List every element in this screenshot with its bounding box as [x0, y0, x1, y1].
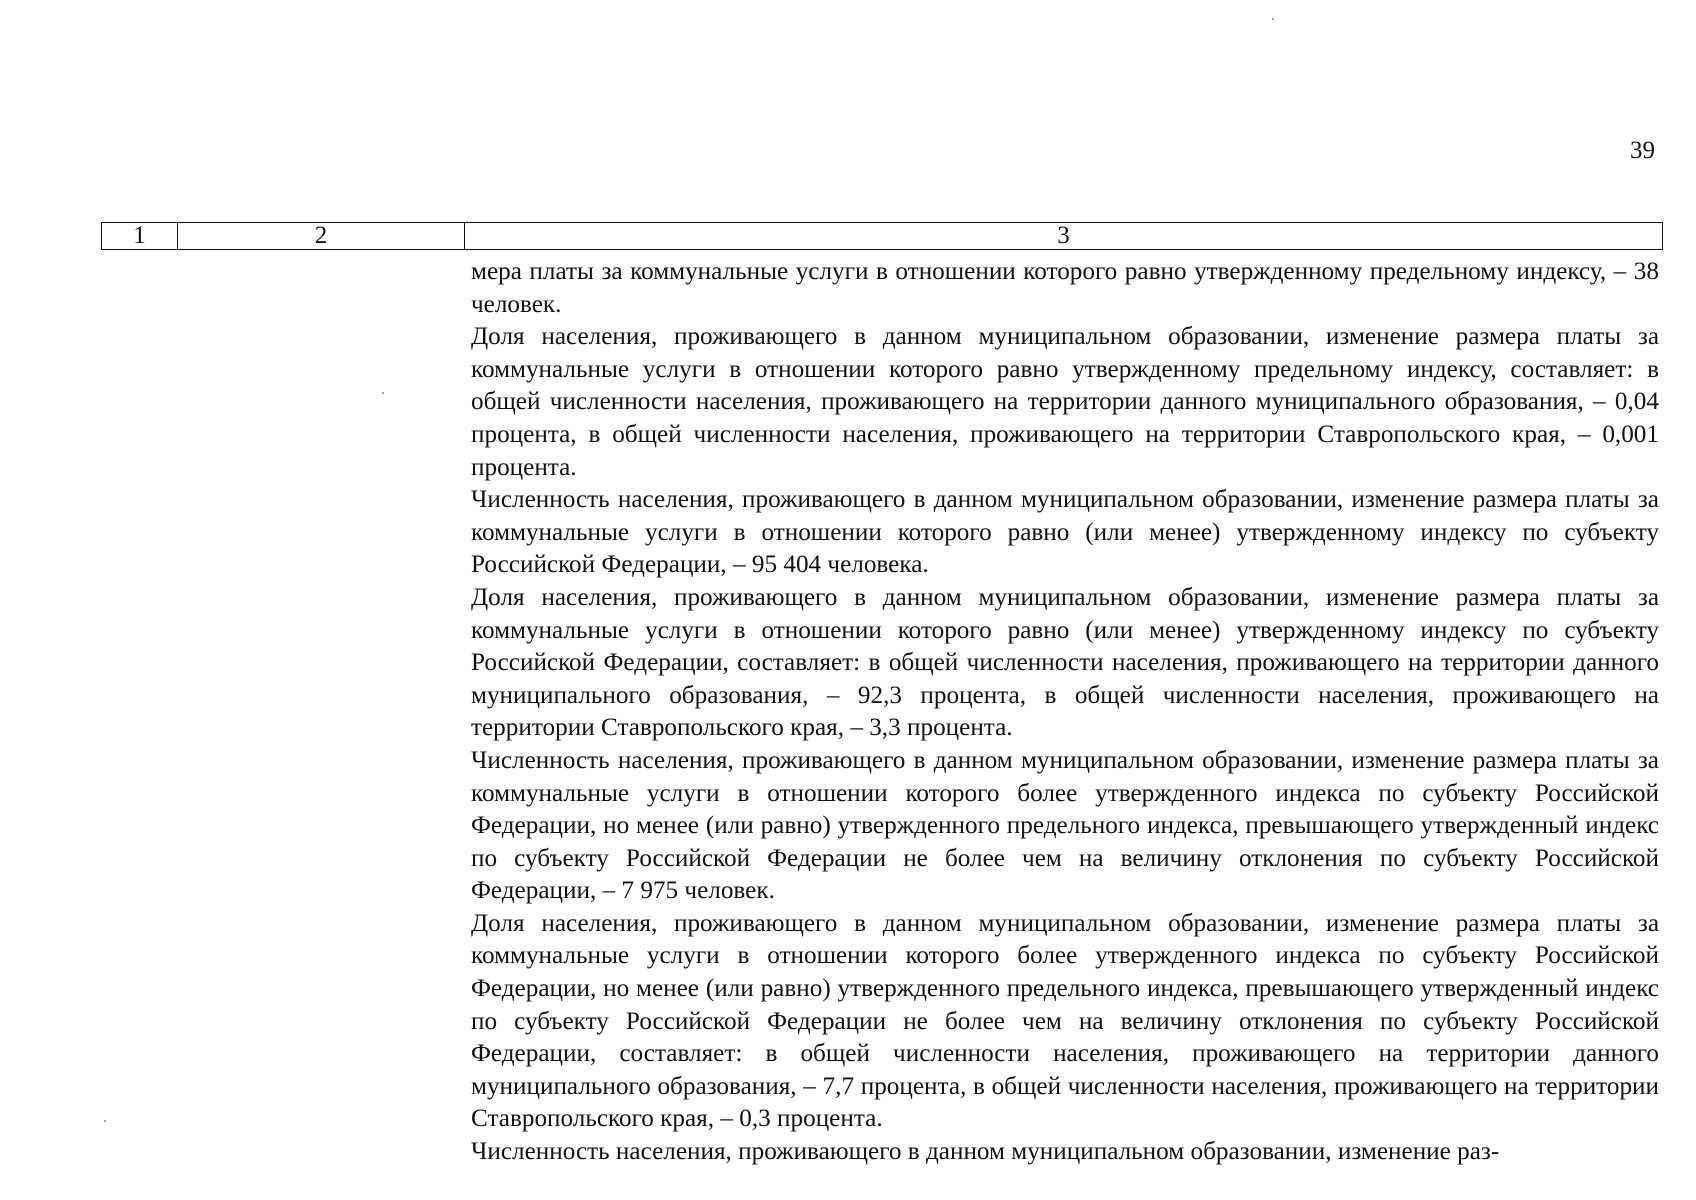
- column-3-text: [471, 256, 1659, 1169]
- paragraph-count-truncated: Численность населения, проживающего в данном муниципальном образовании, изменение раз-: [471, 1138, 1500, 1166]
- scan-speck: [104, 1120, 106, 1122]
- scan-speck: [382, 392, 384, 394]
- paragraph-share-equal-or-less-index: Доля населения, проживающего в данном муниципальном образовании, изменение размера платы за коммунальные услуги в отношении которого равно (или менее) утвержденному индексу по субъекту Российской Федерации, составляет: в общей численности населения, проживающего на территории данного муниципального образования, – 92,3 процента, в общей численности населения, проживающего на территории Ставропольского края, – 3,3 процента.: [471, 583, 1659, 742]
- paragraph-share-above-index: Доля населения, проживающего в данном муниципальном образовании, изменение размера платы за коммунальные услуги в отношении которого более утвержденного индекса по субъекту Российской Федерации, но менее (или равно) утвержденного предельного индекса, превышающего утвержденный индекс по субъекту Российской Федерации не более чем на величину отклонения по субъекту Российской Федерации, составляет: в общей численности населения, проживающего на территории данного муниципального образования, – 7,7 процента, в общей численности населения, проживающего на территории Ставропольского края, – 0,3 процента.: [471, 909, 1659, 1133]
- page-number: 39: [1630, 137, 1655, 164]
- paragraph-share-equal-limit: Доля населения, проживающего в данном муниципальном образовании, изменение размера платы за коммунальные услуги в отношении которого равно утвержденному предельному индексу, составляет: в общей численности населения, проживающего на территории данного муниципального образования, – 0,04 процента, в общей численности населения, проживающего на территории Ставропольского края, – 0,001 процента.: [471, 323, 1659, 481]
- paragraph-count-equal-or-less-index: Численность населения, проживающего в данном муниципальном образовании, изменение размера платы за коммунальные услуги в отношении которого равно (или менее) утвержденному индексу по субъекту Российской Федерации, – 95 404 человека.: [471, 486, 1659, 579]
- scan-speck: [1272, 18, 1274, 20]
- column-number-3: 3: [465, 223, 1663, 250]
- column-number-1: 1: [102, 223, 178, 250]
- column-number-2: 2: [178, 223, 465, 250]
- paragraph-count-above-index: Численность населения, проживающего в данном муниципальном образовании, изменение размера платы за коммунальные услуги в отношении которого более утвержденного индекса по субъекту Российской Федерации, но менее (или равно) утвержденного предельного индекса, превышающего утвержденный индекс по субъекту Российской Федерации не более чем на величину отклонения по субъекту Российской Федерации, – 7 975 человек.: [471, 746, 1659, 905]
- table-header-row: [101, 222, 1663, 250]
- paragraph-continuation: мера платы за коммунальные услуги в отношении которого равно утвержденному предельному индексу, – 38 человек.: [471, 258, 1659, 318]
